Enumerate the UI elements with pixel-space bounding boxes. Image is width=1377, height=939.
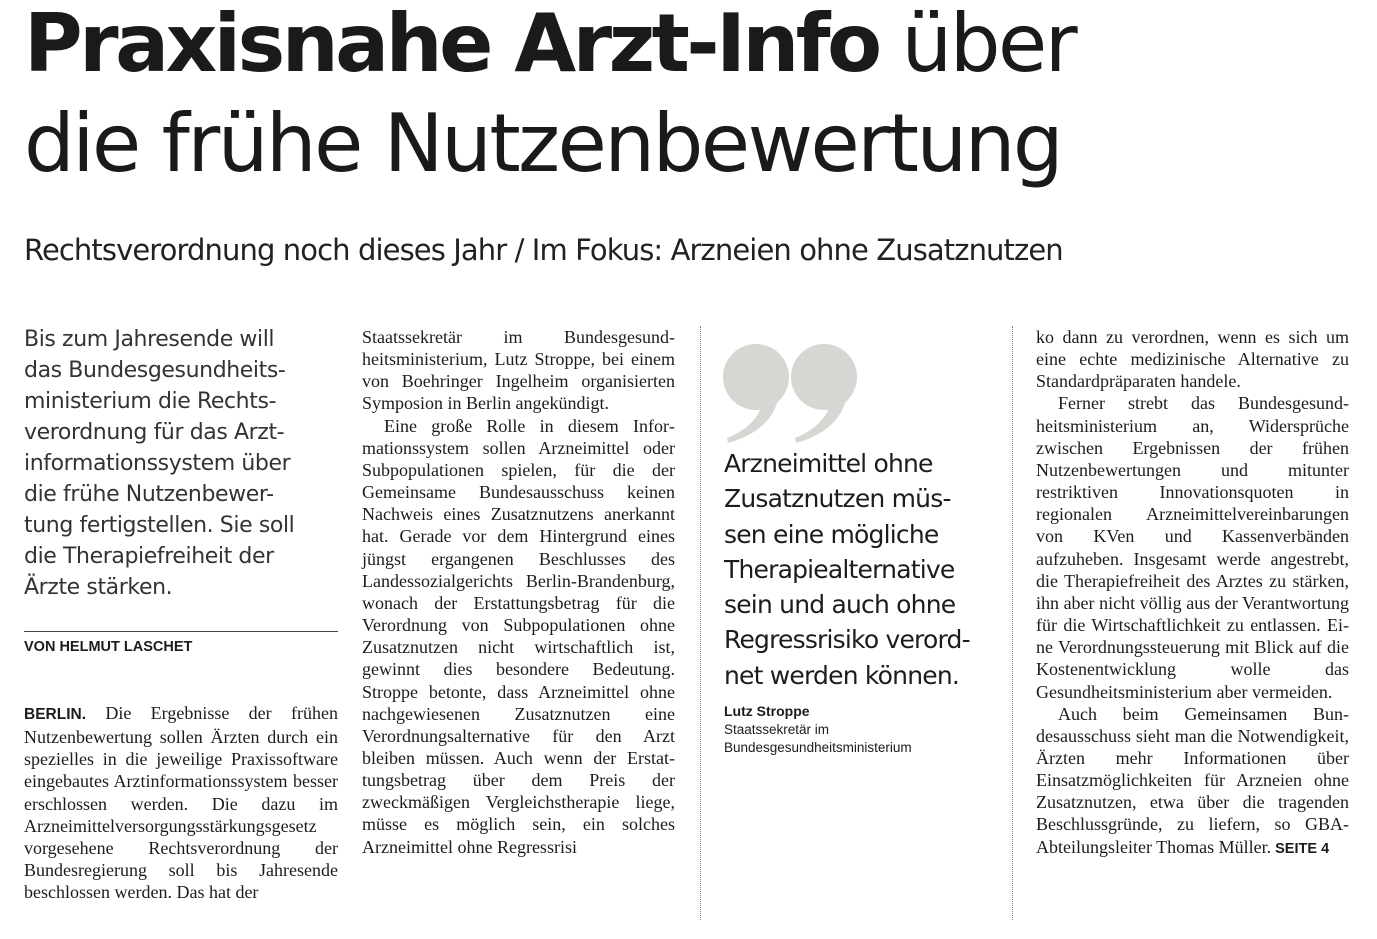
intro-paragraph (24, 324, 324, 603)
pull-quote-line: Therapiealternative (724, 554, 955, 584)
article-subtitle: Rechtsverordnung noch dieses Jahr / Im Fokus: Arzneien ohne Zusatznutzen (24, 233, 1063, 267)
quote-mark-dot-left (723, 344, 789, 410)
headline-line-1 (24, 0, 1344, 94)
intro-line: Ärzte stärken. (24, 575, 173, 600)
author-byline: VON HELMUT LASCHET (24, 639, 193, 655)
body-paragraph (24, 702, 338, 903)
quote-author: Lutz Stroppe (724, 703, 810, 719)
column-divider (700, 326, 701, 920)
intro-line: ministerium die Rechts- (24, 389, 277, 414)
pull-quote-line: sen eine mögliche (724, 519, 939, 549)
headline-bold-part: Praxisnahe Arzt-Info (24, 0, 879, 90)
quote-author-role (724, 721, 912, 757)
page-reference: SEITE 4 (1275, 840, 1330, 857)
intro-line: die Therapiefreiheit der (24, 544, 274, 569)
intro-line: die frühe Nutzenbewer- (24, 482, 274, 507)
body-paragraph: ko dann zu verordnen, wenn es sich um eine echte medizinische Alternative zu Standardpräparaten handele. (1036, 327, 1349, 392)
pull-quote-line: Arzneimittel ohne (724, 449, 933, 478)
pull-quote-line: sein und auch ohne (724, 590, 956, 620)
quote-role-line: Staatssekretär im (724, 722, 830, 737)
pull-quote-line: Regressrisiko verord- (724, 625, 970, 655)
intro-line: verordnung für das Arzt- (24, 420, 285, 445)
body-paragraph: Ferner strebt das Bundesgesundheitsministerium an, Widersprüche zwischen Ergebnissen der frühen Nutzenbewertungen und mitunter restriktiven Innovationsquoten in regionalen Arzneimittelvereinbarungen von KVen und Kassenverbänden aufzuheben. Insgesamt werde angestrebt, die Therapiefreiheit des Arztes zu stärken, ihn aber nicht völlig aus der Verantwortung für die Wirtschaftlichkeit zu entlassen. Eine Verordnungssteuerung mit Blick auf die Kostenentwicklung wolle das Gesundheitsministerium aber vermeiden. (1036, 393, 1349, 702)
pull-quote (724, 446, 994, 693)
byline-divider (24, 631, 338, 632)
quotation-mark-icon (722, 340, 862, 445)
pull-quote-line: Zusatznutzen müs- (724, 484, 951, 514)
intro-line: Bis zum Jahresende will (24, 327, 275, 352)
article-column-4 (1036, 326, 1349, 860)
quote-role-line: Bundesgesundheitsministerium (724, 740, 912, 755)
intro-line: das Bundesgesundheits- (24, 358, 286, 383)
intro-line: tung fertigstellen. Sie soll (24, 513, 295, 538)
body-text: Auch beim Gemeinsamen Bundesausschuss sieht man die Notwendigkeit, Ärzten mehr Informationen über Einsatzmöglichkeiten für Arzneien ohne Zusatznutzen, etwa über die tragenden Beschlussgründe, zu liefern, so GBA-Abteilungsleiter Thomas Müller. (1036, 703, 1349, 857)
pull-quote-line: net werden können. (724, 660, 960, 690)
body-paragraph (1036, 703, 1349, 860)
headline-line-2: die frühe Nutzenbewertung (24, 97, 1062, 190)
column-divider (1012, 326, 1013, 920)
body-paragraph: Eine große Rolle in diesem Informationssystem sollen Arzneimittel oder Subpopulationen spielen, für die der Gemeinsame Bundesausschuss keinen Nachweis eines Zusatznutzens anerkannt hat. Gerade vor dem Hintergrund eines jüngst ergangenen Beschlusses des Landessozialgerichts Berlin-Brandenburg, wonach der Erstattungsbetrag für die Verordnung von Subpopulationen ohne Zusatznutzen nicht wirtschaftlich ist, gewinnt dies besondere Bedeutung. Stroppe betonte, dass Arzneimittel ohne nachgewiesenen Zusatznutzen eine Verordnungsalternative für den Arzt bleiben müssen. Auch wenn der Erstattungsbetrag über dem Preis der zweckmäßigen Vergleichstherapie liege, müsse es möglich sein, ein solches Arzneimittel ohne Regressrisi (362, 415, 675, 857)
body-text: Die Ergebnisse der frühen Nutzenbewertung sollen Ärzten durch ein spezielles in die jeweilige Praxissoftware eingebautes Arztinformationssystem besser erschlossen werden. Die dazu im Arzneimittelversorgungsstärkungsgesetz vorgesehene Rechtsverordnung der Bundesregierung soll bis Jahresende beschlossen werden. Das hat der (24, 703, 338, 903)
dateline: BERLIN. (24, 706, 86, 723)
headline-light-part: über (878, 0, 1076, 90)
quote-mark-dot-right (791, 344, 857, 410)
article-column-2 (362, 326, 675, 858)
article-headline (24, 0, 1344, 194)
intro-line: informationssystem über (24, 451, 291, 476)
article-column-1 (24, 702, 338, 903)
body-paragraph: Staatssekretär im Bundesgesundheitsministerium, Lutz Stroppe, bei einem von Boehringer Ingelheim organisierten Symposion in Berlin angekündigt. (362, 327, 675, 414)
